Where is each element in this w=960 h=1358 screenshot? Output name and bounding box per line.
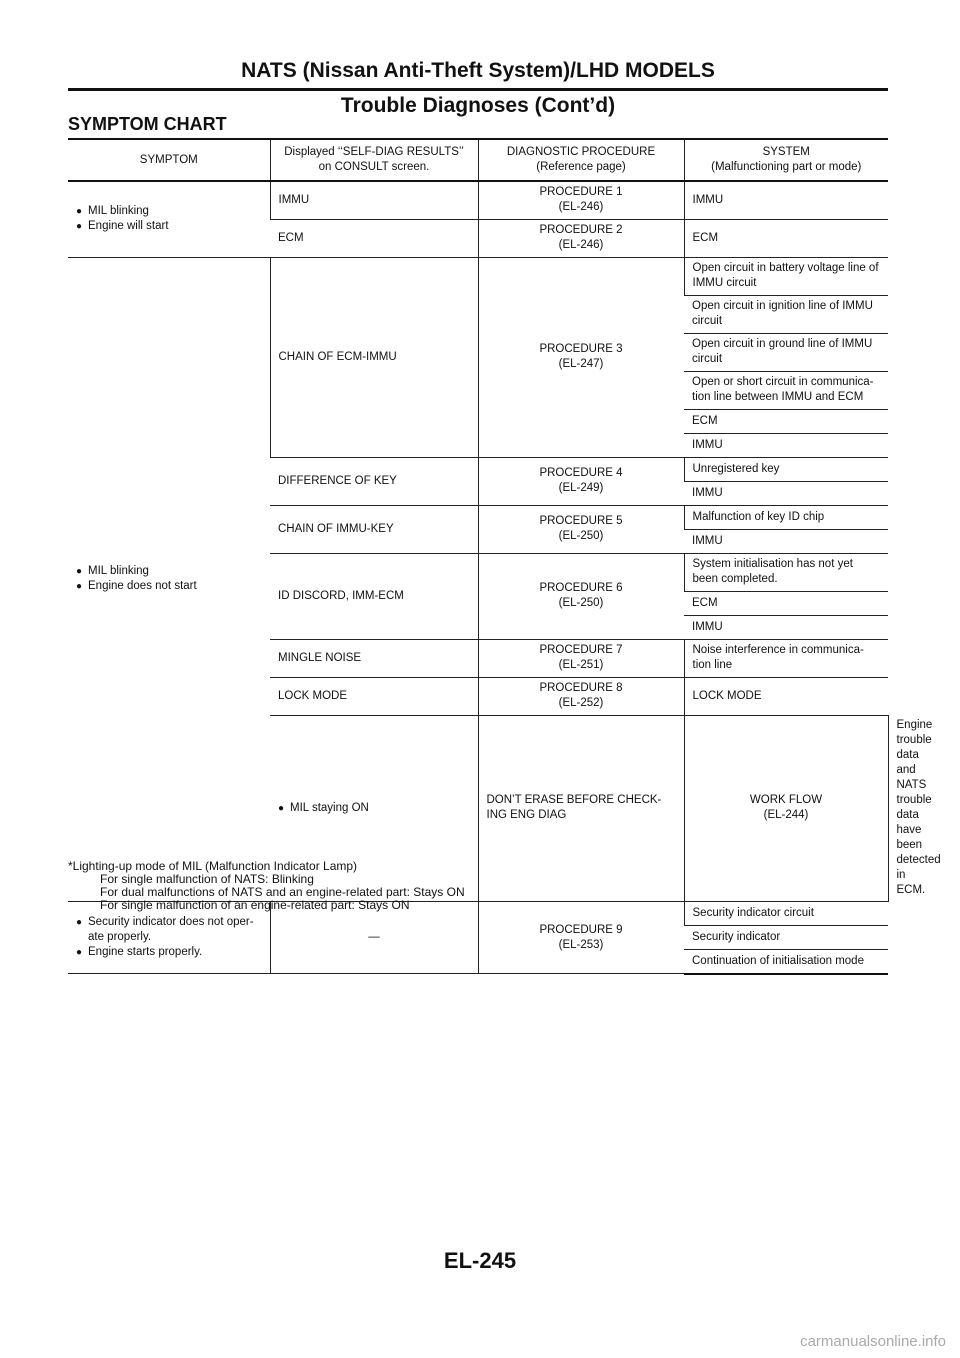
display-cell: MINGLE NOISE <box>270 639 478 677</box>
display-cell: CHAIN OF IMMU-KEY <box>270 505 478 553</box>
symptom-item: ● Engine starts properly. <box>76 945 262 960</box>
system-cell: IMMU <box>684 481 888 505</box>
system-cell: Continuation of initialisation mode <box>684 950 888 974</box>
display-cell: IMMU <box>270 181 478 219</box>
page-number: EL-245 <box>443 1248 517 1273</box>
system-cell: Open circuit in ground line of IMMU circuit <box>684 333 888 371</box>
display-cell: — <box>270 902 478 974</box>
system-cell: IMMU <box>684 529 888 553</box>
header-symptom: SYMPTOM <box>68 139 270 181</box>
table-header-row <box>68 139 888 181</box>
procedure-cell: PROCEDURE 2 (EL-246) <box>478 219 684 257</box>
system-cell: System initialisation has not yet been completed. <box>684 553 888 591</box>
procedure-cell: PROCEDURE 5 (EL-250) <box>478 505 684 553</box>
display-cell: ECM <box>270 219 478 257</box>
symptom-item: ● MIL blinking <box>76 564 262 579</box>
procedure-cell: PROCEDURE 7 (EL-251) <box>478 639 684 677</box>
table-row: ● MIL staying ON DON’T ERASE BEFORE CHECK- ING ENG DIAG WORK FLOW (EL-244) Engine trouble data and NATS trouble data have been detected in ECM. <box>68 715 888 902</box>
symptom-item: ● MIL staying ON <box>278 801 470 816</box>
system-cell: Open circuit in battery voltage line of IMMU circuit <box>684 257 888 295</box>
procedure-cell: PROCEDURE 8 (EL-252) <box>478 677 684 715</box>
footnote <box>68 860 465 912</box>
procedure-cell: PROCEDURE 3 (EL-247) <box>478 257 684 457</box>
system-cell: ECM <box>684 219 888 257</box>
header-subtitle: Trouble Diagnoses (Cont’d) <box>340 94 616 117</box>
procedure-cell: PROCEDURE 6 (EL-250) <box>478 553 684 639</box>
procedure-cell: PROCEDURE 4 (EL-249) <box>478 457 684 505</box>
header-system: SYSTEM (Malfunctioning part or mode) <box>684 139 888 181</box>
symptom-item: ● Engine does not start <box>76 579 262 594</box>
system-cell: Unregistered key <box>684 457 888 481</box>
symptom-cell <box>68 257 270 902</box>
watermark: carmanualsonline.info <box>800 1333 946 1350</box>
header-displayed: Displayed ‘‘SELF-DIAG RESULTS’’ on CONSULT screen. <box>270 139 478 181</box>
header-rule <box>68 88 888 91</box>
header-procedure: DIAGNOSTIC PROCEDURE (Reference page) <box>478 139 684 181</box>
symptom-item: ● Security indicator does not oper- ate properly. <box>76 915 262 945</box>
symptom-cell <box>68 181 270 257</box>
system-cell: Security indicator <box>684 926 888 950</box>
footnote-line: For dual malfunctions of NATS and an engine-related part: Stays ON <box>100 885 465 899</box>
system-cell: IMMU <box>684 181 888 219</box>
system-cell: Noise interference in communica- tion line <box>684 639 888 677</box>
procedure-cell: PROCEDURE 9 (EL-253) <box>478 902 684 974</box>
footnote-line: For single malfunction of an engine-related part: Stays ON <box>100 898 410 912</box>
header-title: NATS (Nissan Anti-Theft System)/LHD MODELS <box>241 59 715 82</box>
symptom-item: ● MIL blinking <box>76 204 262 219</box>
page-header <box>68 58 888 119</box>
section-title: SYMPTOM CHART <box>68 114 227 134</box>
system-cell: ECM <box>684 591 888 615</box>
symptom-cell <box>68 902 270 974</box>
system-cell: IMMU <box>684 433 888 457</box>
symptom-chart-table <box>68 138 941 975</box>
symptom-item: ● Engine will start <box>76 219 262 234</box>
system-cell: Open circuit in ignition line of IMMU circuit <box>684 295 888 333</box>
table-row <box>68 257 888 295</box>
display-cell: CHAIN OF ECM-IMMU <box>270 257 478 457</box>
system-cell: ECM <box>684 409 888 433</box>
system-cell: Security indicator circuit <box>684 902 888 926</box>
table-row <box>68 181 888 219</box>
footnote-line: For single malfunction of NATS: Blinking <box>100 872 314 886</box>
system-cell: IMMU <box>684 615 888 639</box>
display-cell: LOCK MODE <box>270 677 478 715</box>
footnote-line: *Lighting-up mode of MIL (Malfunction Indicator Lamp) <box>68 859 358 873</box>
system-cell: LOCK MODE <box>684 677 888 715</box>
display-cell: ID DISCORD, IMM-ECM <box>270 553 478 639</box>
display-cell: DIFFERENCE OF KEY <box>270 457 478 505</box>
system-cell: Open or short circuit in communica- tion line between IMMU and ECM <box>684 371 888 409</box>
display-cell: DON’T ERASE BEFORE CHECK- ING ENG DIAG <box>478 715 684 902</box>
procedure-cell: PROCEDURE 1 (EL-246) <box>478 181 684 219</box>
procedure-cell: WORK FLOW (EL-244) <box>684 715 888 902</box>
system-cell: Malfunction of key ID chip <box>684 505 888 529</box>
